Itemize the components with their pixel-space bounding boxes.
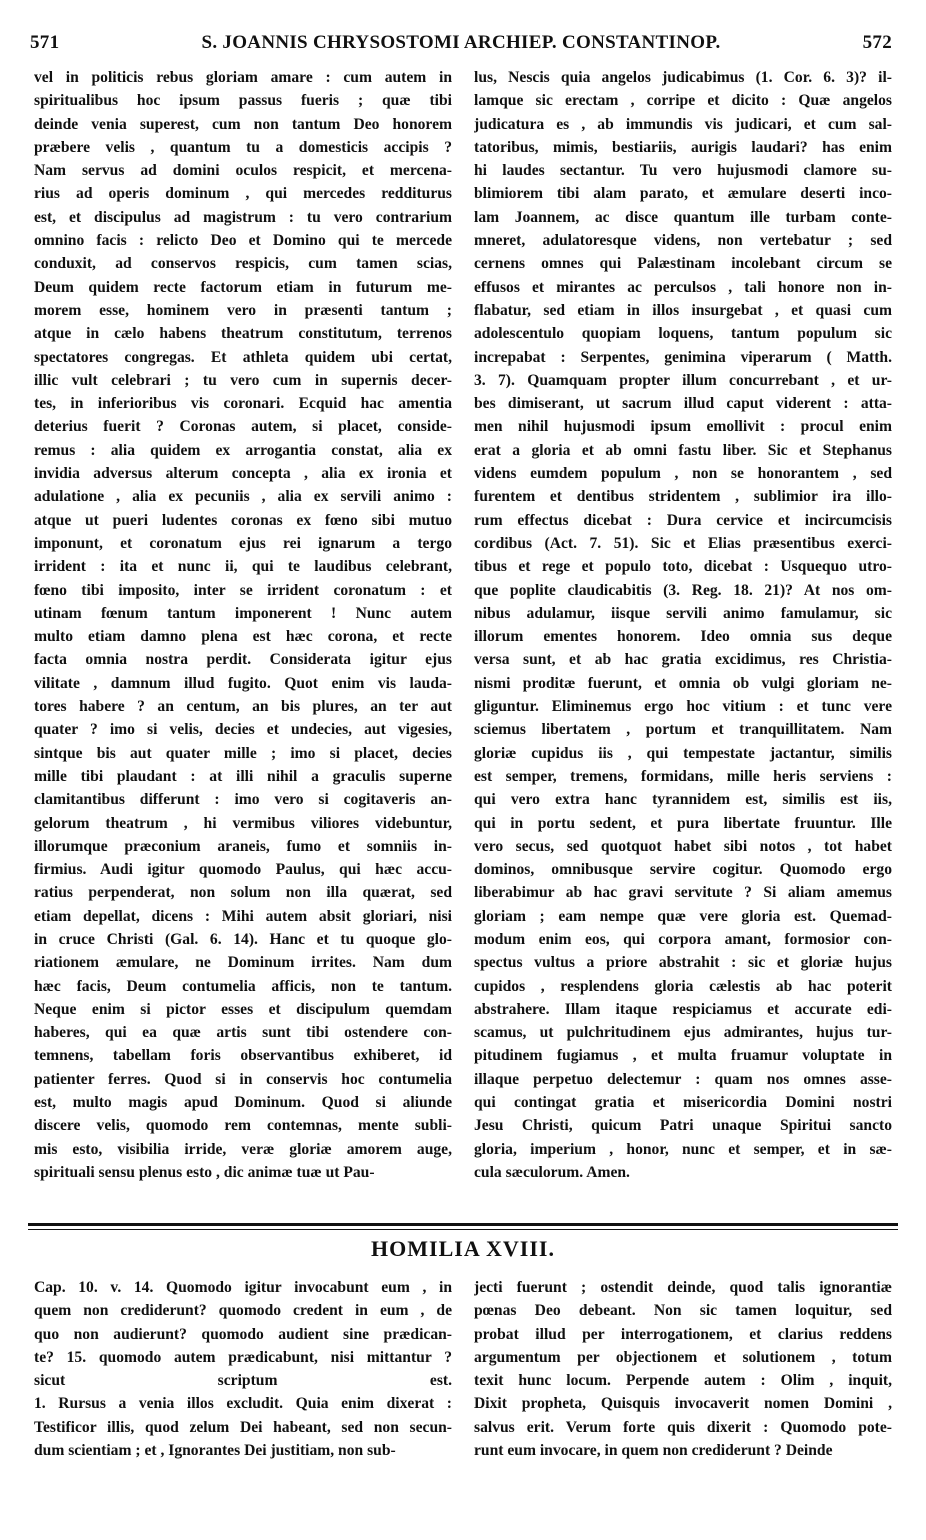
text-line: cupidos , resplendens gloria cælestis ab hac poterit <box>474 977 892 995</box>
text-line: utinam fœnum tantum imponerent ! Nunc autem <box>34 604 452 622</box>
text-line: gloriæ cupidus iis , qui tempestate jactantur, similis <box>474 744 892 762</box>
text-line: ratius perpenderat, non solum non illa quærat, sed <box>34 884 452 902</box>
text-line: sciemus libertatem , portum et tranquillitatem. Nam <box>474 721 892 739</box>
text-line: deinde venia superest, cum non tantum Deo honorem <box>34 115 452 133</box>
text-line: rum effectus dicebat : Dura cervice et incircumcisis <box>474 511 892 529</box>
text-line: gloria, imperium , honor, nunc et semper, et in sæ- <box>474 1140 892 1158</box>
text-line: multo etiam damno plena est hæc corona, et recte <box>34 628 452 646</box>
text-line: men nihil hujusmodi ipsum emollivit : procul enim <box>474 418 892 436</box>
left-column <box>34 66 452 1184</box>
text-line: flabatur, sed etiam in illos insurgebat , et quasi cum <box>474 301 892 319</box>
page-number-left: 571 <box>30 32 60 53</box>
text-line: Testificor illis, quod zelum Dei habeant, sed non secun- <box>34 1418 452 1436</box>
text-line: conduxit, ad conservos respicis, cum tamen scias, <box>34 255 452 273</box>
text-line: tatoribus, mimis, bestiariis, aurigis laudari? has enim <box>474 138 892 156</box>
text-line: cula sæculorum. Amen. <box>474 1163 630 1181</box>
text-line: liberabimur ab hac gravi servitute ? Si aliam amemus <box>474 884 892 902</box>
text-line: spiritualibus hoc ipsum passus fueris ; quæ tibi <box>34 92 452 110</box>
text-line: gliguntur. Eliminemus ergo hoc vitium : et tunc vere <box>474 698 892 716</box>
text-line: pitudinem fugiamus , et multa fruamur voluptate in <box>474 1047 892 1065</box>
text-line: temnens, tabellam foris observantibus exhiberet, id <box>34 1047 452 1065</box>
running-header <box>30 32 892 62</box>
text-line: spectatores congregas. Et athleta quidem ubi certat, <box>34 348 452 366</box>
text-line: sintque bis aut quater mille ; imo si placet, decies <box>34 744 452 762</box>
text-line: quater ? imo si velis, decies et undecies, aut vigesies, <box>34 721 452 739</box>
text-line: est semper, tremens, formidans, mille heris serviens : <box>474 767 892 785</box>
text-line: salvus erit. Verum forte quis dixerit : Quomodo pote- <box>474 1418 892 1436</box>
text-line: dum scientiam ; et , Ignorantes Dei justitiam, non sub- <box>34 1442 396 1460</box>
text-line: furentem et dentibus stridentem , sublimior ira illo- <box>474 488 892 506</box>
text-line: patienter ferres. Quod si in conservis hoc contumelia <box>34 1070 452 1088</box>
text-line: qui vero extra hanc tyrannidem est, similis est iis, <box>474 791 892 809</box>
text-line: illaque perpetuo delectemur : quam nos omnes asse- <box>474 1070 892 1088</box>
text-line: increpabat : Serpentes, genimina viperarum ( Matth. <box>474 348 892 366</box>
text-line: runt eum invocare, in quem non crediderunt ? Deinde <box>474 1442 833 1460</box>
text-line: 3. 7). Quamquam propter illum concurrebant , et ur- <box>474 371 892 389</box>
text-line: qui contingat gratia et misericordia Domini nostri <box>474 1094 892 1112</box>
text-line: atque in cælo habens theatrum constitutum, terrenos <box>34 325 452 343</box>
text-line: bes dimiserant, ut sacrum illud caput viderent : atta- <box>474 395 892 413</box>
text-line: Nam servus ad domini oculos respicit, et mercena- <box>34 162 452 180</box>
text-line: vilitate , damnum illud fugito. Quot enim vis lauda- <box>34 674 452 692</box>
text-line: spectus vultus a priore abstrahit : sic et gloriæ hujus <box>474 954 892 972</box>
text-line: adolescentulo quopiam loquens, tantum populum sic <box>474 325 892 343</box>
text-line: mille tibi plaudant : at illi nihil a graculis superne <box>34 767 452 785</box>
text-line: modum enim eos, qui corpora amant, formosior con- <box>474 930 892 948</box>
text-line: 1. Rursus a venia illos excludit. Quia enim dixerat : <box>34 1395 452 1413</box>
homily-right-column <box>474 1276 892 1462</box>
text-line: sicut scriptum est. <box>34 1372 452 1390</box>
text-line: omnino facis : relicto Deo et Domino qui te mercede <box>34 232 452 250</box>
text-line: atque ut pueri ludentes coronas ex fœno sibi mutuo <box>34 511 452 529</box>
text-line: adulatione , alia ex pecuniis , alia ex servili animo : <box>34 488 452 506</box>
text-line: illorum ementes honorem. Ideo omnia sus deque <box>474 628 892 646</box>
text-line: invidia adversus alterum concepta , alia ex ironia et <box>34 465 452 483</box>
section-rule-thin <box>28 1229 898 1230</box>
homily-title: HOMILIA XVIII. <box>371 1236 555 1261</box>
text-line: tibus et rege et populo toto, dicebat : Usquequo utro- <box>474 558 892 576</box>
text-line: est, et discipulus ad magistrum : tu vero contrarium <box>34 208 452 226</box>
text-line: remus : alia quidem ex arrogantia constat, alia ex <box>34 441 452 459</box>
text-line: irrident : ita et nunc ii, qui te laudibus celebrant, <box>34 558 452 576</box>
text-line: Cap. 10. v. 14. Quomodo igitur invocabunt eum , in <box>34 1279 452 1296</box>
text-line: fœno tibi imposito, inter se irrident coronatum : et <box>34 581 452 599</box>
text-line: gloriam ; eam nempe quæ vere gloria est. Quemad- <box>474 907 892 925</box>
text-line: haberes, qui ea quæ artis sunt tibi ostendere con- <box>34 1024 452 1042</box>
text-line: discere velis, quomodo rem contemnas, mente subli- <box>34 1117 452 1135</box>
text-line: Deum quidem recte factorum etiam in futurum me- <box>34 278 452 296</box>
text-line: illorumque præconium araneis, fumo et somniis in- <box>34 837 452 855</box>
text-line: quem non crediderunt? quomodo credent in eum , de <box>34 1302 452 1320</box>
text-line: in cruce Christi (Gal. 6. 14). Hanc et tu quoque glo- <box>34 930 452 948</box>
text-line: effusos et mirantes ac perculsos , tali honore non in- <box>474 278 892 296</box>
text-line: versa sunt, et ab hac gratia excidimus, res Christia- <box>474 651 892 669</box>
text-line: hæc facis, Deum contumelia afficis, non te tantum. <box>34 977 452 995</box>
text-line: riationem æmulare, ne Dominum irrites. Nam dum <box>34 954 452 972</box>
text-line: te? 15. quomodo autem prædicabunt, nisi mittantur ? <box>34 1348 452 1366</box>
text-line: rius ad operis dominum , qui mercedes redditurus <box>34 185 452 203</box>
right-column <box>474 66 892 1184</box>
text-line: morem esse, hominem vero in præsenti tantum ; <box>34 301 452 319</box>
text-line: texit hunc locum. Perpende autem : Olim , inquit, <box>474 1372 892 1390</box>
text-line: abstrahere. Illam itaque respiciamus et accurate edi- <box>474 1000 892 1018</box>
text-line: lamque sic erectam , corripe et dicito : Quæ angelos <box>474 92 892 110</box>
text-line: illic vult celebrari ; tu vero cum in supernis decer- <box>34 371 452 389</box>
text-line: jecti fuerunt ; ostendit deinde, quod talis ignorantiæ <box>474 1279 892 1296</box>
text-line: argumentum per objectionem et solutionem , totum <box>474 1348 892 1366</box>
text-line: scamus, ut pulchritudinem ejus admirantes, hujus tur- <box>474 1024 892 1042</box>
page-number-right: 572 <box>862 32 892 53</box>
text-line: Jesu Christi, quicum Patri unaque Spiritui sancto <box>474 1117 892 1135</box>
text-line: pœnas Deo debeant. Non sic tamen loquitur, sed <box>474 1302 892 1320</box>
text-line: mneret, adulatoresque videns, non vertebatur ; sed <box>474 232 892 250</box>
text-line: vero secus, sed quotquot habet sibi notos , tot habet <box>474 837 892 855</box>
text-line: quo non audierunt? quomodo audient sine prædican- <box>34 1325 452 1343</box>
text-line: nibus adulamur, iisque servili animo famulamur, sic <box>474 604 892 622</box>
text-line: tores habere ? an centum, an bis plures, an ter aut <box>34 698 452 716</box>
text-line: spirituali sensu plenus esto , dic animæ tuæ ut Pau- <box>34 1163 375 1181</box>
text-line: firmius. Audi igitur quomodo Paulus, qui hæc accu- <box>34 861 452 879</box>
homily-left-column <box>34 1276 452 1462</box>
section-rule <box>28 1223 898 1226</box>
text-line: deterius fuerit ? Coronas autem, si placet, conside- <box>34 418 452 436</box>
text-line: facta omnia nostra perdit. Considerata igitur ejus <box>34 651 452 669</box>
text-line: blimiorem tibi alam parato, et æmulare deserti inco- <box>474 185 892 203</box>
text-line: hi laudes sectantur. Tu vero hujusmodi clamore su- <box>474 162 892 180</box>
text-line: cordibus (Act. 7. 51). Sic et Elias præsentibus exerci- <box>474 534 892 552</box>
text-line: Neque enim si pictor esses et discipulum quemdam <box>34 1000 452 1018</box>
running-title: S. JOANNIS CHRYSOSTOMI ARCHIEP. CONSTANTINOP. <box>201 32 721 53</box>
text-line: tes, in inferioribus vis coronari. Ecquid hac amentia <box>34 395 452 413</box>
text-line: vel in politicis rebus gloriam amare : cum autem in <box>34 69 452 86</box>
text-line: qui in portu sedent, et pura libertate fruuntur. Ille <box>474 814 892 832</box>
text-line: præbere velis , quantum tu a domesticis accipis ? <box>34 138 452 156</box>
text-line: probat illud per interrogationem, et clarius reddens <box>474 1325 892 1343</box>
text-line: est, multo magis apud Dominum. Quod si aliunde <box>34 1094 452 1112</box>
text-line: dominos, omnibusque servire cogitur. Quomodo ergo <box>474 861 892 879</box>
text-line: Dixit propheta, Quisquis invocaverit nomen Domini , <box>474 1395 892 1413</box>
text-line: erat a gloria et ab omni fastu liber. Sic et Stephanus <box>474 441 892 459</box>
text-line: lus, Nescis quia angelos judicabimus (1. Cor. 6. 3)? il- <box>474 69 892 86</box>
text-line: videns eumdem populum , non se honorantem , sed <box>474 465 892 483</box>
text-line: gelorum theatrum , hi vermibus viliores videbuntur, <box>34 814 452 832</box>
text-line: que poplite claudicabitis (3. Reg. 18. 21)? At nos om- <box>474 581 892 599</box>
text-line: cernens omnes qui Palæstinam incolebant circum se <box>474 255 892 273</box>
text-line: imponunt, et coronatum ejus rei ignarum a tergo <box>34 534 452 552</box>
text-line: nismi proditæ fuerunt, et omnia ob vulgi gloriam ne- <box>474 674 892 692</box>
text-line: etiam depellat, dicens : Mihi autem absit gloriari, nisi <box>34 907 452 925</box>
text-line: lam Joannem, ac disce quantum ille turbam conte- <box>474 208 892 226</box>
text-line: judicatura es , ab immundis vis judicari, et cum sal- <box>474 115 892 133</box>
text-line: clamitantibus differunt : imo vero si cogitaveris an- <box>34 791 452 809</box>
text-line: mis esto, visibilia irride, veræ gloriæ amorem auge, <box>34 1140 452 1158</box>
